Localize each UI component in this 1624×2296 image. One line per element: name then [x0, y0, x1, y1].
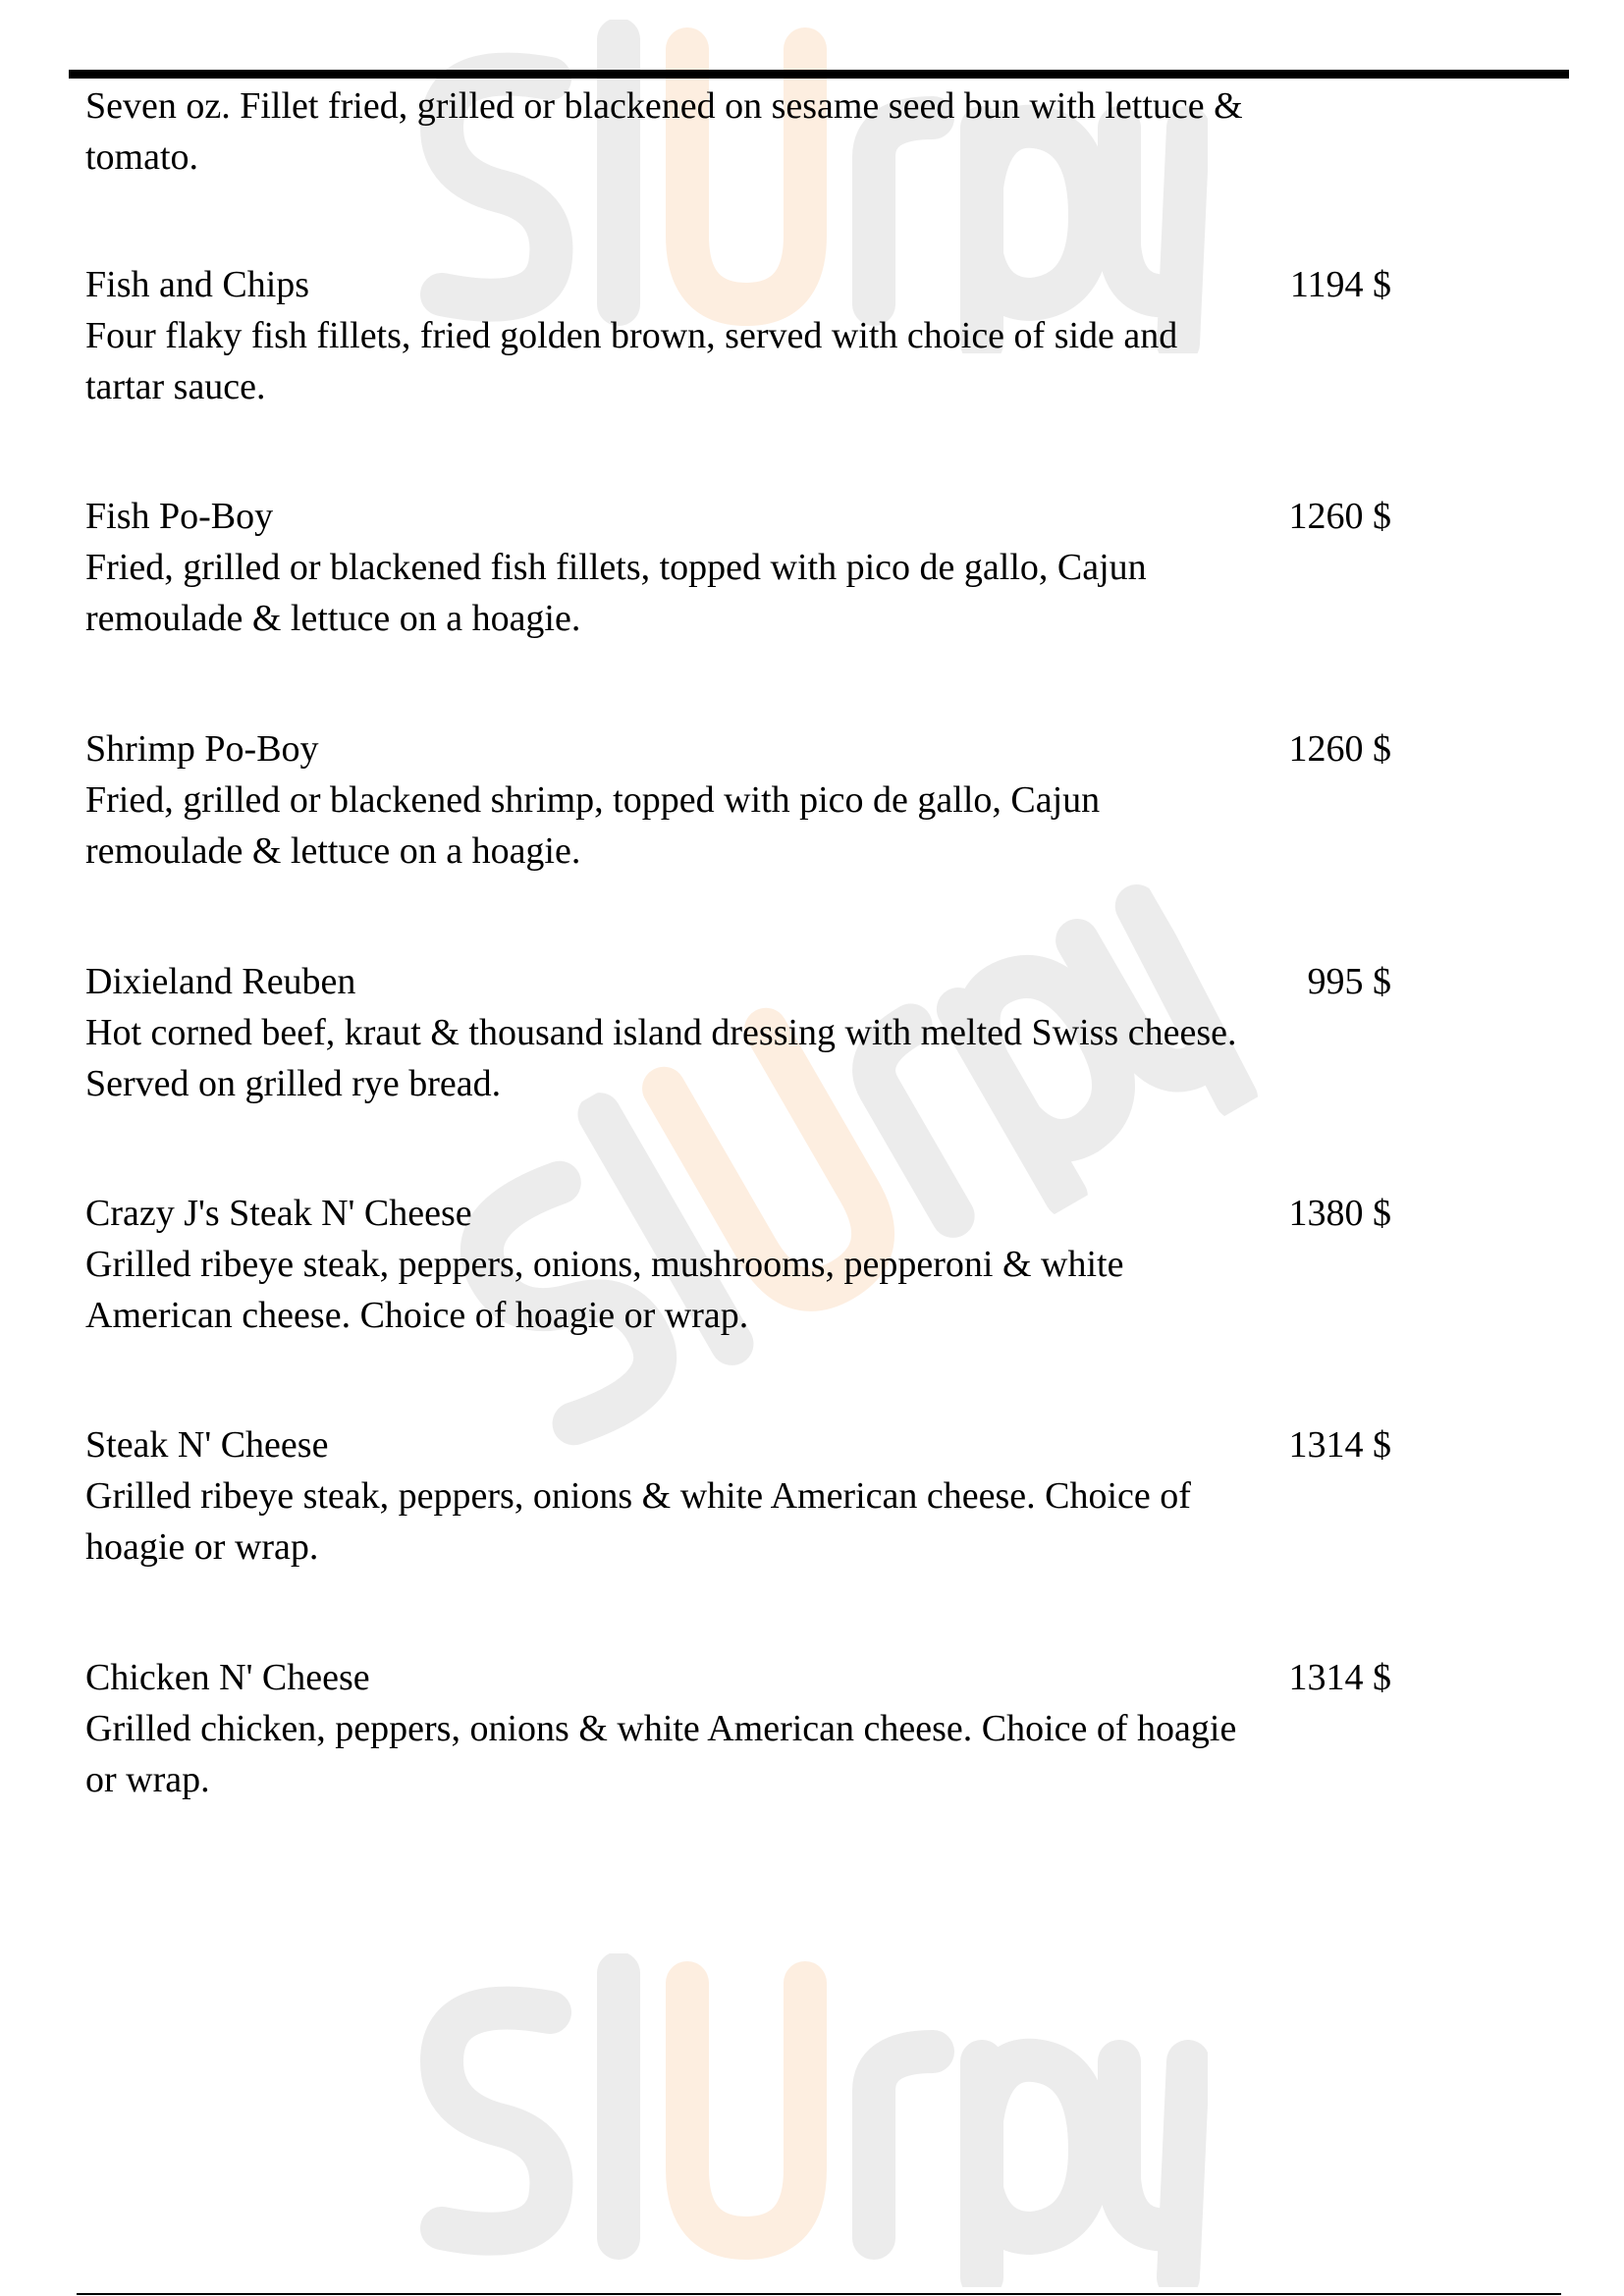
- item-description: Fried, grilled or blackened shrimp, topped with pico de gallo, Cajun remoulade & lettuce on a hoagie.: [85, 779, 1101, 872]
- menu-item: [85, 1652, 1391, 1805]
- menu-item: [85, 491, 1391, 644]
- menu-item: [85, 259, 1391, 412]
- item-description: Grilled ribeye steak, peppers, onions & white American cheese. Choice of hoagie or wrap.: [85, 1475, 1191, 1568]
- item-price: 1314 $: [1288, 1424, 1391, 1466]
- item-header: [85, 1652, 1391, 1703]
- item-header: [85, 1188, 1391, 1239]
- item-description: Fried, grilled or blackened fish fillets, topped with pico de gallo, Cajun remoulade & lettuce on a hoagie.: [85, 547, 1147, 639]
- item-header: [85, 259, 1391, 310]
- menu-item: [85, 80, 1391, 183]
- item-name: Crazy J's Steak N' Cheese: [85, 1193, 472, 1234]
- item-header: [85, 723, 1391, 774]
- item-name: Fish and Chips: [85, 264, 310, 305]
- top-rule: [69, 70, 1569, 79]
- item-header: [85, 491, 1391, 542]
- item-header: [85, 1419, 1391, 1470]
- item-description: Grilled chicken, peppers, onions & white American cheese. Choice of hoagie or wrap.: [85, 1708, 1237, 1800]
- item-name: Steak N' Cheese: [85, 1424, 329, 1466]
- item-price: 1314 $: [1288, 1657, 1391, 1698]
- menu-item: [85, 1188, 1391, 1341]
- item-price: 1260 $: [1288, 728, 1391, 770]
- menu-item: [85, 723, 1391, 877]
- item-price: 1380 $: [1288, 1193, 1391, 1234]
- item-price: 1194 $: [1289, 264, 1391, 305]
- item-price: 995 $: [1307, 961, 1391, 1002]
- menu-item: [85, 956, 1391, 1109]
- item-description: Seven oz. Fillet fried, grilled or blackened on sesame seed bun with lettuce & tomato.: [85, 85, 1243, 178]
- item-price: 1260 $: [1288, 496, 1391, 537]
- item-description: Four flaky fish fillets, fried golden brown, served with choice of side and tartar sauce.: [85, 315, 1178, 407]
- item-name: Dixieland Reuben: [85, 961, 356, 1002]
- item-description: Grilled ribeye steak, peppers, onions, mushrooms, pepperoni & white American cheese. Choice of hoagie or wrap.: [85, 1244, 1124, 1336]
- watermark-logo: [403, 803, 1267, 1494]
- item-header: [85, 956, 1391, 1007]
- item-description: Hot corned beef, kraut & thousand island dressing with melted Swiss cheese. Served on grilled rye bread.: [85, 1012, 1237, 1104]
- item-name: Fish Po-Boy: [85, 496, 274, 537]
- watermark-logo: [403, 1953, 1208, 2287]
- item-name: Chicken N' Cheese: [85, 1657, 370, 1698]
- item-name: Shrimp Po-Boy: [85, 728, 319, 770]
- menu-item: [85, 1419, 1391, 1573]
- bottom-rule: [77, 2293, 1561, 2295]
